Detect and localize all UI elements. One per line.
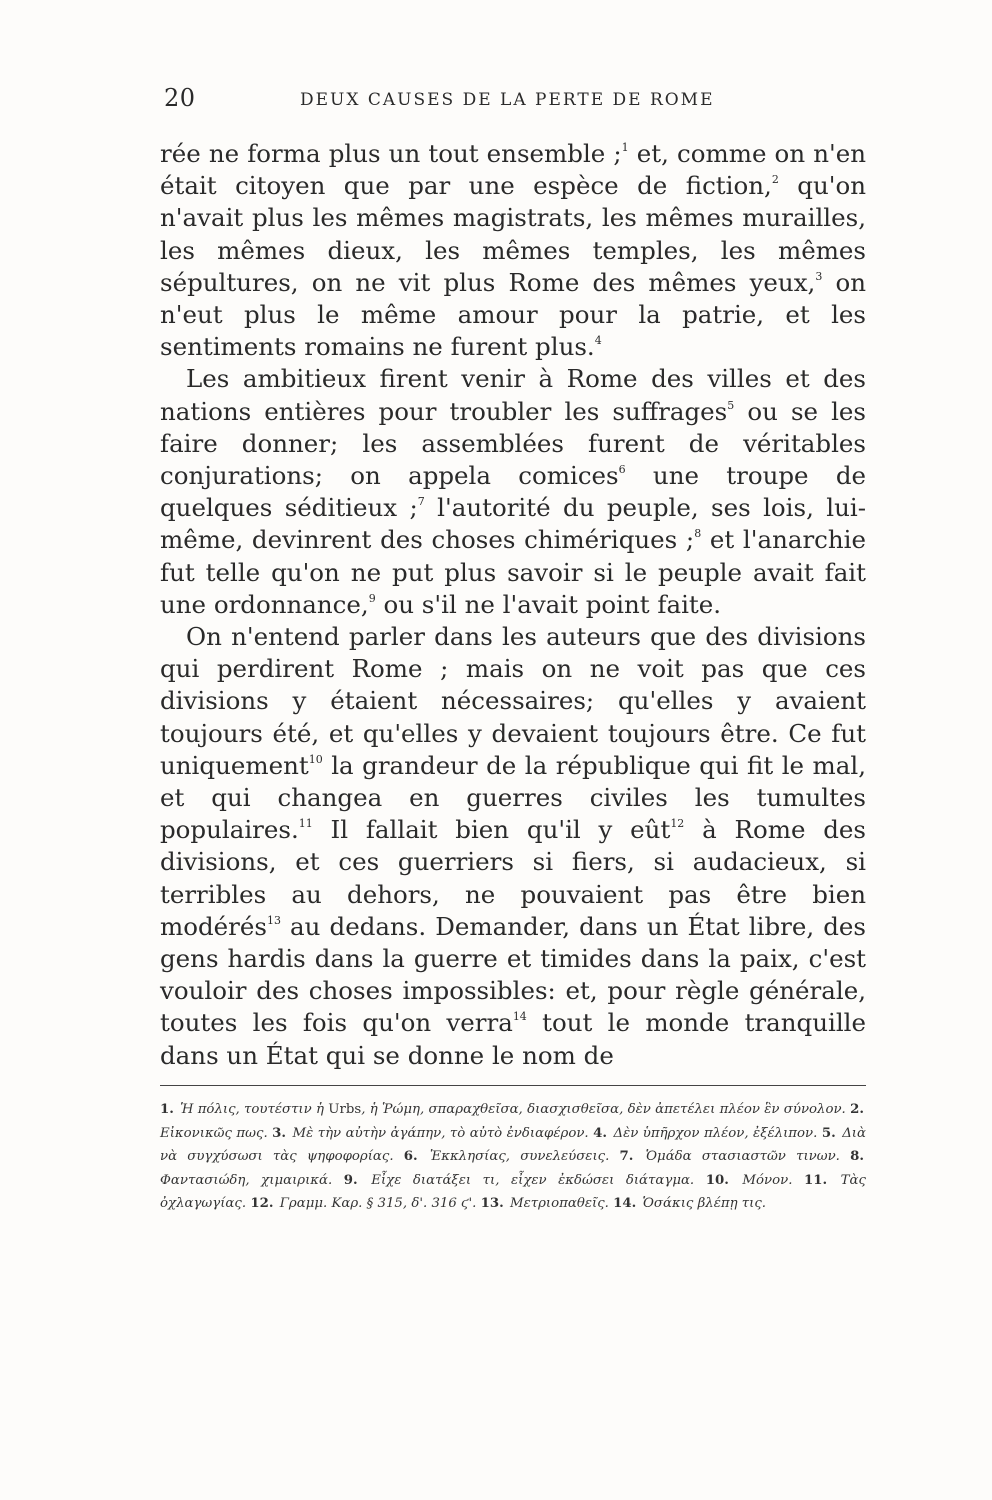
paragraph	[160, 138, 866, 363]
footnote-text: Μόνον.	[742, 1172, 793, 1188]
footnote-rule	[160, 1085, 866, 1086]
text-segment: ou se les faire donner; les assemblées furent de véritables conjurations; on appela comices	[160, 396, 866, 491]
footnote-marker: 5	[727, 398, 735, 412]
footnote	[706, 1173, 793, 1188]
text-segment: Les ambitieux firent venir à Rome des villes et des nations entières pour troubler les suffrages	[160, 364, 866, 426]
text-segment: on n'eut plus le même amour pour la patrie, et les sentiments romains ne furent plus.	[160, 267, 866, 362]
footnote-text: Φαντασιώδη, χιμαιρικά.	[160, 1172, 333, 1188]
footnote-number: 8.	[850, 1149, 864, 1164]
footnote-marker: 13	[266, 913, 281, 927]
footnote	[344, 1173, 694, 1188]
footnote-number: 1.	[160, 1102, 174, 1117]
footnote-text: Εἶχε διατάξει τι, εἶχεν ἐκδώσει διάταγμα.	[371, 1172, 695, 1188]
footnote-marker: 10	[308, 752, 323, 766]
footnote-marker: 8	[694, 527, 702, 541]
footnote-number: 5.	[821, 1125, 836, 1141]
footnote-text: Ἡ πόλις, τουτέστιν ἡ	[180, 1102, 329, 1117]
footnote-number: 12.	[250, 1196, 274, 1211]
text-segment: ou s'il ne l'avait point faite.	[375, 589, 722, 619]
text-segment: à Rome des divisions, et ces guerriers si fiers, si audacieux, si terribles au dehors, ne pouvaient pas être bien modérés	[160, 815, 866, 941]
paragraph	[160, 363, 866, 621]
footnote	[593, 1126, 817, 1141]
footnote-marker: 12	[670, 817, 685, 831]
footnote-text: Δὲν ὑπῆρχον πλέον, ἐξέλιπον.	[613, 1125, 818, 1141]
text-segment: la grandeur de la république qui fit le mal, et qui changea en guerres civiles les tumultes populaires.	[160, 750, 866, 845]
footnote-marker: 7	[417, 495, 425, 509]
text-segment: l'autorité du peuple, ses lois, lui-même, devinrent des choses chimériques ;	[160, 493, 867, 555]
footnote-text: Διὰ νὰ συγχύσωσι τὰς ψηφοφορίας.	[160, 1125, 866, 1164]
text-segment: et l'anarchie fut telle qu'on ne put plus savoir si le peuple avait fait une ordonnance,	[160, 525, 867, 619]
text-segment: Il fallait bien qu'il y eût	[312, 815, 671, 845]
footnote-text: Εἰκονικῶς πως.	[160, 1125, 268, 1141]
footnote	[620, 1149, 840, 1164]
footnote-text-rest: , ἡ Ῥώμη, σπαραχθεῖσα, διασχισθεῖσα, δὲν ἀπετέλει πλέον ἓν σύνολον.	[361, 1102, 846, 1117]
footnote	[613, 1196, 766, 1211]
footnote	[481, 1196, 609, 1211]
footnote-text: Μετριοπαθεῖς.	[510, 1196, 609, 1211]
footnote-marker: 2	[771, 173, 779, 187]
footnote-marker: 14	[512, 1010, 527, 1024]
footnote-number: 6.	[403, 1149, 418, 1164]
text-segment: tout le monde tranquille dans un État qui se donne le nom de	[160, 1008, 866, 1070]
footnote-number: 13.	[480, 1196, 504, 1211]
footnote-latin: Urbs	[328, 1102, 362, 1117]
text-segment: On n'entend parler dans les auteurs que des divisions qui perdirent Rome ; mais on ne voit pas que ces divisions y étaient nécessaires; qu'elles y avaient toujours été, et qu'elles y devaient toujours être. Ce fut uniquement	[160, 622, 866, 780]
footnote-marker: 9	[368, 591, 376, 605]
text-segment: qu'on n'avait plus les mêmes magistrats, les mêmes murailles, les mêmes dieux, les mêmes temples, les mêmes sépultures, on ne vit plus Rome des mêmes yeux,	[160, 171, 866, 297]
page-header	[160, 84, 866, 118]
footnote-number: 3.	[272, 1125, 287, 1141]
paragraph	[160, 621, 866, 1072]
text-segment: une troupe de quelques séditieux ;	[160, 461, 866, 523]
footnote	[250, 1196, 476, 1211]
running-title: DEUX CAUSES DE LA PERTE DE ROME	[300, 90, 715, 110]
footnote-number: 10.	[705, 1172, 729, 1188]
footnote-marker: 1	[621, 141, 629, 154]
footnote-marker: 6	[618, 463, 626, 477]
footnote-text: Ἐκκλησίας, συνελεύσεις.	[429, 1149, 610, 1164]
body-text	[160, 138, 866, 1072]
footnote	[272, 1126, 588, 1141]
footnote-number: 2.	[850, 1102, 864, 1117]
footnote-text: Γραμμ. Καρ. § 315, δ'. 316 ϛ'.	[279, 1196, 477, 1211]
footnote-number: 7.	[619, 1149, 634, 1164]
footnote-number: 14.	[613, 1196, 637, 1211]
footnote-number: 4.	[593, 1125, 607, 1141]
footnote-text: Ὁσάκις βλέπῃ τις.	[642, 1196, 767, 1211]
text-segment: au dedans. Demander, dans un État libre, des gens hardis dans la guerre et timides dans la paix, c'est vouloir des choses impossibles: et, pour règle générale, toutes les fois qu'on verra	[160, 911, 866, 1038]
footnote	[160, 1102, 846, 1117]
footnote-number: 11.	[803, 1172, 828, 1188]
footnote-marker: 11	[298, 817, 313, 831]
footnote-text: Τὰς ὀχλαγωγίας.	[160, 1172, 866, 1211]
page-number: 20	[164, 84, 196, 112]
footnote-marker: 3	[815, 269, 823, 283]
text-segment: et, comme on n'en était citoyen que par une espèce de fiction,	[160, 139, 866, 201]
footnote-marker: 4	[594, 334, 602, 348]
footnotes	[160, 1098, 866, 1216]
footnote	[404, 1149, 610, 1164]
text-segment: rée ne forma plus un tout ensemble ;	[160, 139, 622, 168]
footnote-text: Μὲ τὴν αὐτὴν ἀγάπην, τὸ αὐτὸ ἐνδιαφέρον.	[292, 1125, 589, 1141]
footnote-number: 9.	[343, 1172, 358, 1188]
footnote-text: Ὁμάδα στασιαστῶν τινων.	[645, 1149, 840, 1164]
